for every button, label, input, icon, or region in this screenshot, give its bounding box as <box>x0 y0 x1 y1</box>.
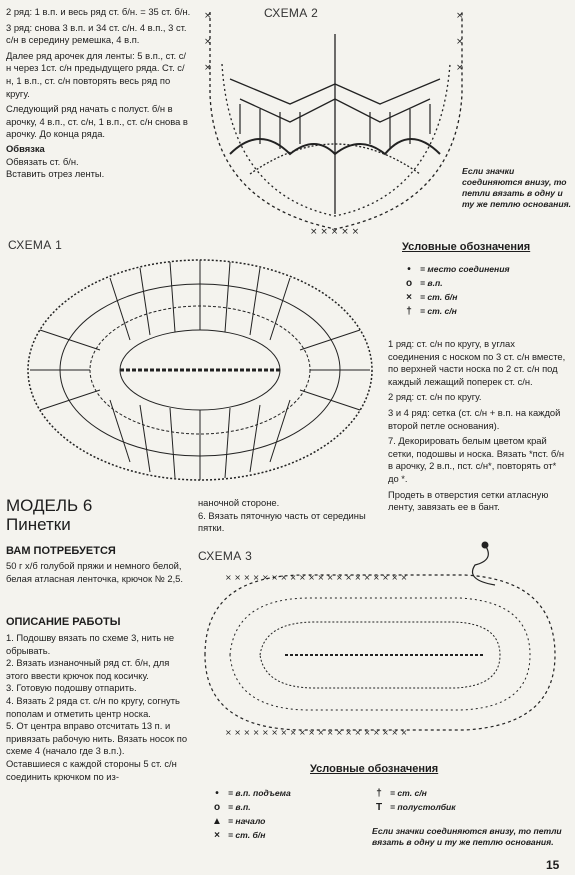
scheme2-title: СХЕМА 2 <box>264 6 319 20</box>
model-title: МОДЕЛЬ 6 <box>6 496 93 515</box>
legend2-title: Условные обозначения <box>310 763 439 775</box>
need-title: ВАМ ПОТРЕБУЕТСЯ <box>6 545 116 557</box>
work-steps <box>6 632 194 783</box>
page-number: 15 <box>546 858 560 872</box>
svg-text:×: × <box>456 37 464 47</box>
circle-icon: o <box>213 801 221 813</box>
step-2: 2. Вязать изнаночный ряд ст. б/н, для этого ввести крючок под косичку. <box>6 657 170 681</box>
legend2-note: Если значки соединяются внизу, то петли вязать в одну и ту же петлю основания. <box>372 826 562 847</box>
scheme3-title: СХЕМА 3 <box>198 549 253 563</box>
svg-text:×: × <box>204 37 212 47</box>
scheme2-note: Если значки соединяются внизу, то петли вязать в одну и ту же петлю основания. <box>462 166 572 209</box>
right-row1: 1 ряд: ст. с/н по кругу, в углах соединения с носком по 3 ст. с/н вместе, по верхней части носка по 2 ст. с/н под каждый лежащий поперек ст. с/н. <box>388 338 566 387</box>
model-name: Пинетки <box>6 515 71 534</box>
legend1-row: † = ст. с/н <box>398 304 510 318</box>
step-3: 3. Готовую подошву отпарить. <box>6 682 137 694</box>
obvyazka-line1: Обвязать ст. б/н. <box>6 155 79 167</box>
right-row2: 2 ряд: ст. с/н по кругу. <box>388 391 482 403</box>
svg-text:×: × <box>204 63 212 73</box>
scheme3-diagram <box>195 540 570 735</box>
half-double-icon: T <box>375 801 383 813</box>
svg-text:×: × <box>456 11 464 21</box>
arches-text: Далее ряд арочек для ленты: 5 в.п., ст. с/н через 1ст. с/н предыдущего ряда. Ст. с/н, 1 в.п., ст. с/н повторять весь ряд по кругу. <box>6 49 187 99</box>
legend1-row: o = в.п. <box>398 276 510 290</box>
cross-icon: × <box>214 829 220 841</box>
dot-icon: • <box>407 263 411 275</box>
step-5-cont: Оставшиеся с каждой стороны 5 ст. с/н соединить крючком по из- <box>6 757 177 782</box>
legend1-list <box>398 262 510 318</box>
legend2-row: ▲ = начало <box>206 814 291 828</box>
legend2-row: † = ст. с/н <box>368 786 456 800</box>
work-title: ОПИСАНИЕ РАБОТЫ <box>6 616 121 628</box>
step-5: 5. От центра вправо отсчитать 13 п. и привязать рабочую нить. Вязать носок по схеме 4 (начало где 3 в.п.). <box>6 720 188 757</box>
scheme2-diagram <box>200 4 470 239</box>
legend2-left <box>206 786 291 842</box>
need-text: 50 г х/б голубой пряжи и немного белой, белая атласная ленточка, крючок № 2,5. <box>6 560 183 584</box>
top-left-text <box>6 6 191 181</box>
svg-text:×: × <box>204 11 212 21</box>
legend1-title: Условные обозначения <box>402 241 531 253</box>
mid-column-text <box>198 497 378 535</box>
svg-text:× × × × ×: × × × × × <box>310 227 360 237</box>
legend1-row: • = место соединения <box>398 262 510 276</box>
row2-text: 2 ряд: 1 в.п. и весь ряд ст. б/н. = 35 ст. б/н. <box>6 6 191 17</box>
svg-text:× × × × × × × × × × × × × × ×: × × × × × × × × × × × × × × × × × × × × <box>225 573 408 582</box>
double-crochet-icon: † <box>406 305 412 317</box>
legend2-row: o = в.п. <box>206 800 291 814</box>
legend2-row: • = в.п. подъема <box>206 786 291 800</box>
row3-text: 3 ряд: снова 3 в.п. и 34 ст. с/н. 4 в.п., 3 ст. с/н в середину ремешка, 4 в.п. <box>6 21 187 46</box>
step-4: 4. Вязать 2 ряда ст. с/н по кругу, согнуть пополам и отметить центр носка. <box>6 694 180 719</box>
right-ribbon: Продеть в отверстия сетки атласную ленту, завязать ее в бант. <box>388 488 549 513</box>
right-column-text <box>388 338 568 514</box>
scheme1-title: СХЕМА 1 <box>8 238 63 252</box>
scheme1-diagram <box>20 250 380 490</box>
cross-icon: × <box>406 291 412 303</box>
step-1: 1. Подошву вязать по схеме 3, нить не обрывать. <box>6 632 175 656</box>
circle-icon: o <box>405 277 413 289</box>
obvyazka-title: Обвязка <box>6 142 45 154</box>
double-crochet-icon: † <box>376 787 382 799</box>
right-row34: 3 и 4 ряд: сетка (ст. с/н + в.п. на каждой второй петле основания). <box>388 406 561 431</box>
next-row-text: Следующий ряд начать с полуст. б/н в арочку, 4 в.п., ст. с/н, 1 в.п., ст. с/н снова в арочку. До конца ряда. <box>6 103 188 140</box>
mid-cont: наночной стороне. <box>198 497 280 508</box>
dot-icon: • <box>215 787 219 799</box>
right-step7: 7. Декорировать белым цветом край сетки, подошвы и носка. Вязать *пст. б/н в арочку, 2 в.п., пст. с/н*, повторять от* до *. <box>388 435 565 484</box>
svg-text:× × × × × × × × × × × × × × ×: × × × × × × × × × × × × × × × × × × × × <box>225 728 408 735</box>
legend2-row: T = полустолбик <box>368 800 456 814</box>
legend1-row: × = ст. б/н <box>398 290 510 304</box>
obvyazka-line2: Вставить отрез ленты. <box>6 168 105 180</box>
legend2-right <box>368 786 456 814</box>
svg-text:×: × <box>456 63 464 73</box>
step-6: 6. Вязать пяточную часть от середины пятки. <box>198 509 366 534</box>
legend2-row: × = ст. б/н <box>206 828 291 842</box>
triangle-icon: ▲ <box>212 815 222 827</box>
